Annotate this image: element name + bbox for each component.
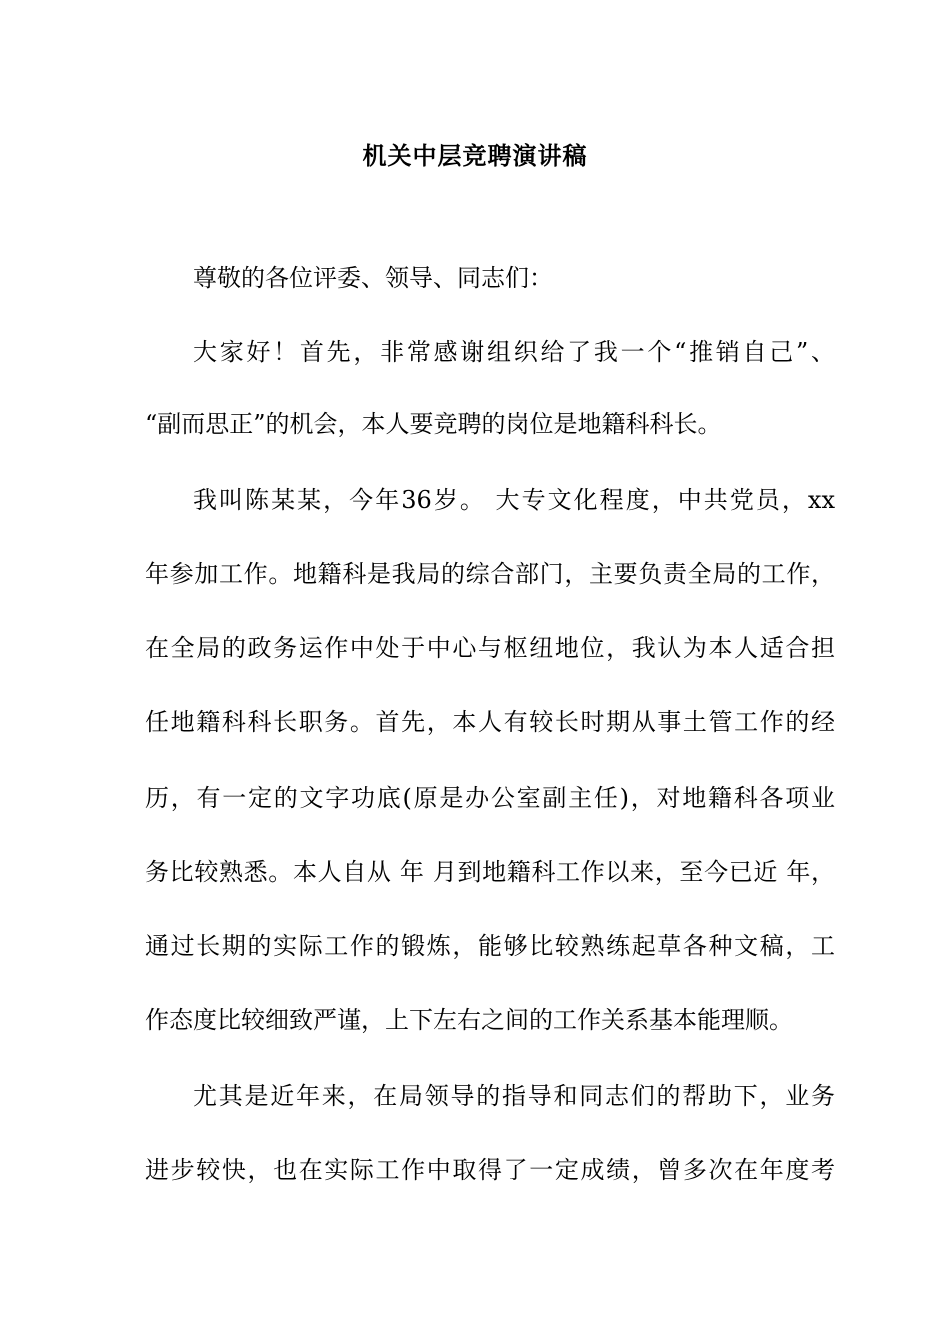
paragraph-line: 我叫陈某某，今年36岁。 大专文化程度，中共党员，xx xyxy=(193,486,835,514)
paragraph-line: 大家好！首先，非常感谢组织给了我一个“推销自己”、 xyxy=(193,338,835,366)
document-title: 机关中层竞聘演讲稿 xyxy=(362,142,588,170)
paragraph-line: 作态度比较细致严谨，上下左右之间的工作关系基本能理顺。 xyxy=(145,1006,793,1034)
paragraph-line: 务比较熟悉。本人自从 年 月到地籍科工作以来，至今已近 年， xyxy=(145,858,835,886)
salutation-line: 尊敬的各位评委、领导、同志们： xyxy=(193,264,553,292)
paragraph-line: 在全局的政务运作中处于中心与枢纽地位，我认为本人适合担 xyxy=(145,634,835,662)
paragraph-line: 历，有一定的文字功底(原是办公室副主任)，对地籍科各项业 xyxy=(145,784,835,812)
paragraph-line: 年参加工作。地籍科是我局的综合部门，主要负责全局的工作， xyxy=(145,560,835,588)
paragraph-line: 进步较快，也在实际工作中取得了一定成绩，曾多次在年度考 xyxy=(145,1156,835,1184)
paragraph-line: “副而思正”的机会，本人要竞聘的岗位是地籍科科长。 xyxy=(145,410,722,438)
paragraph-line: 通过长期的实际工作的锻炼，能够比较熟练起草各种文稿，工 xyxy=(145,932,835,960)
paragraph-line: 任地籍科科长职务。首先，本人有较长时期从事土管工作的经 xyxy=(145,708,835,736)
paragraph-line: 尤其是近年来，在局领导的指导和同志们的帮助下，业务 xyxy=(193,1082,835,1110)
